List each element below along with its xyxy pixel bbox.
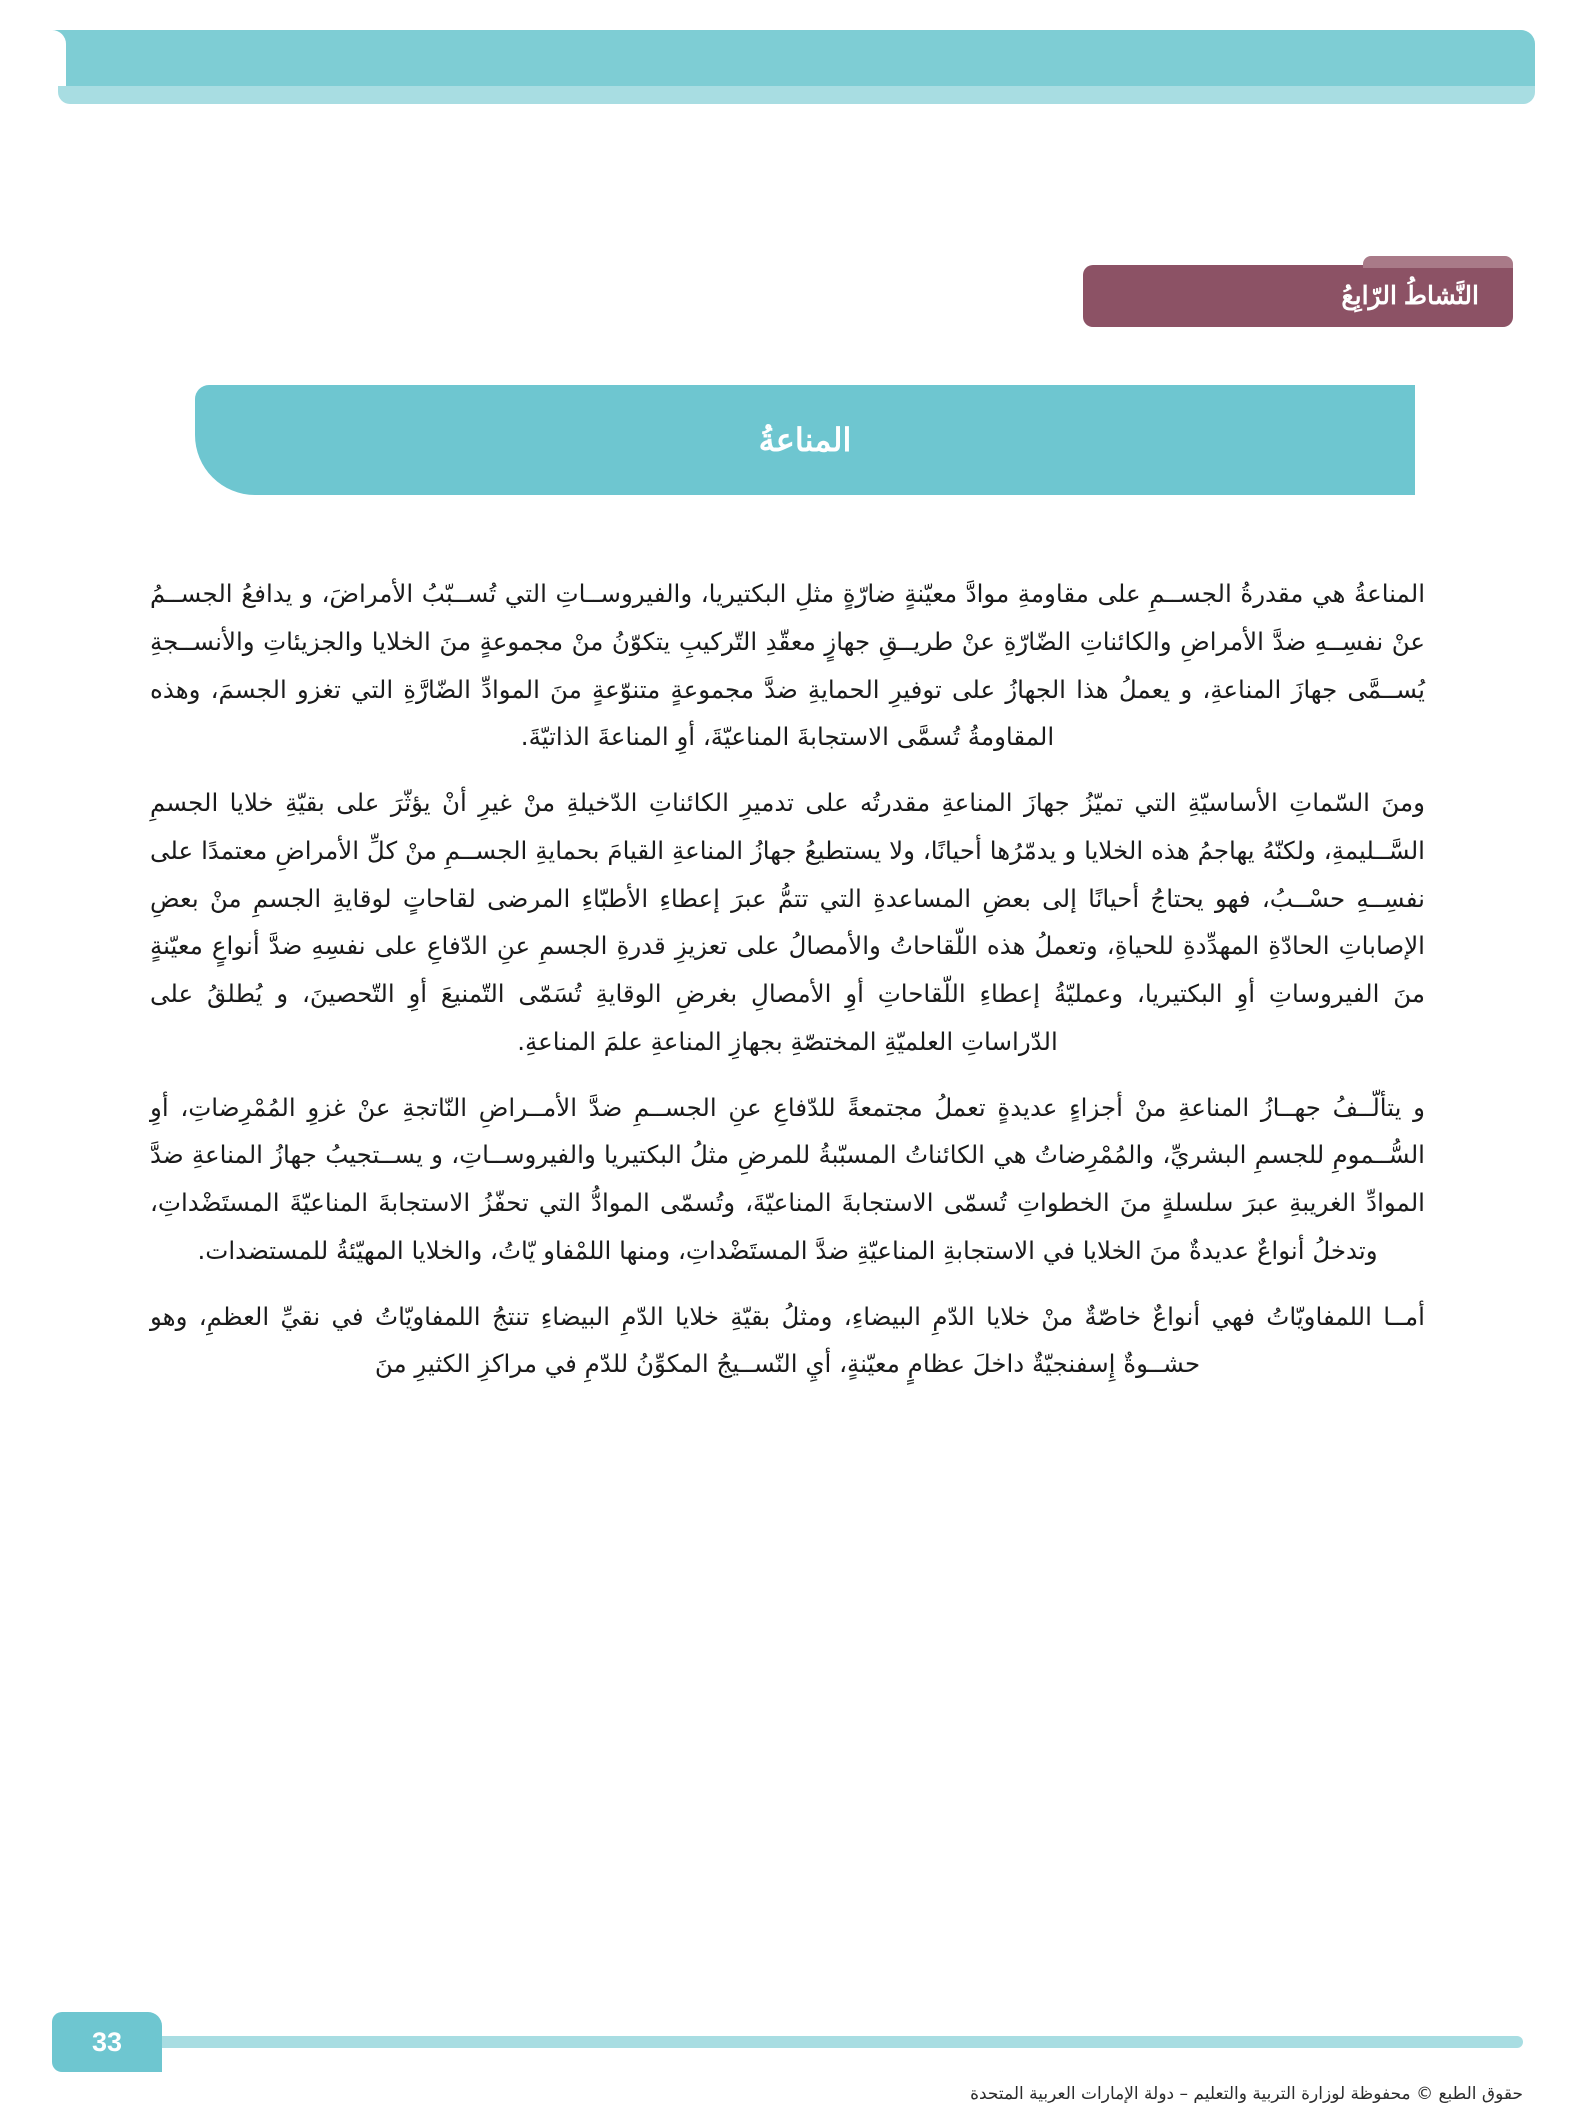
activity-tab — [1083, 265, 1513, 327]
paragraph: ومنَ السّماتِ الأساسيّةِ التي تميّزُ جهازَ المناعةِ مقدرتُه على تدميرِ الكائناتِ الدّخيلةِ منْ غيرِ أنْ يؤثّرَ على بقيّةِ خلايا الجسمِ السَّــليمةِ، ولكنّهُ يهاجمُ هذه الخلايا و يدمّرُها أحيانًا، ولا يستطيعُ جهازُ المناعةِ القيامَ بحمايةِ الجســمِ منْ كلِّ الأمراضِ معتمدًا على نفسِــهِ حسْــبُ، فهو يحتاجُ أحيانًا إلى بعضِ المساعدةِ التي تتمُّ عبرَ إعطاءِ الأطبّاءِ المرضى لقاحاتٍ لوقايةِ الجسمِ منْ بعضِ الإصاباتِ الحادّةِ المهدِّدةِ للحياةِ، وتعملُ هذه اللّقاحاتُ والأمصالُ على تعزيزِ قدرةِ الجسمِ عنِ الدّفاعِ على نفسِهِ ضدَّ أنواعٍ معيّنةٍ منَ الفيروساتِ أوِ البكتيريا، وعمليّةُ إعطاءِ اللّقاحاتِ أوِ الأمصالِ بغرضِ الوقايةِ تُسَمّى التّمنيعَ أوِ التّحصينَ، و يُطلقُ على الدّراساتِ العلميّةِ المختصّةِ بجهازِ المناعةِ علمَ المناعةِ. — [150, 788, 1425, 1056]
page-title: المناعةُ — [758, 422, 852, 458]
top-band-shadow — [58, 86, 1535, 104]
activity-tab-flap — [1363, 256, 1513, 268]
section-title-banner — [195, 385, 1415, 495]
copyright-notice: حقوق الطبع © محفوظة لوزارة التربية والتعليم – دولة الإمارات العربية المتحدة — [970, 2084, 1523, 2104]
activity-tab-label: النَّشاطُ الرّابِعُ — [1341, 282, 1479, 310]
body-content — [150, 570, 1425, 1388]
page-number-tab — [52, 2012, 162, 2072]
top-decorative-band — [40, 30, 1535, 102]
top-band-notch — [40, 30, 66, 86]
paragraph: المناعةُ هي مقدرةُ الجســمِ على مقاومةِ موادَّ معيّنةٍ ضارّةٍ مثلِ البكتيريا، والفيروســاتِ التي تُســبّبُ الأمراضَ، و يدافعُ الجســمُ عنْ نفسِــهِ ضدَّ الأمراضِ والكائناتِ الضّارّةِ عنْ طريــقِ جهازٍ معقّدِ التّركيبِ يتكوّنُ منْ مجموعةٍ منَ الخلايا والجزيئاتِ والأنســجةِ يُســمَّى جهازَ المناعةِ، و يعملُ هذا الجهازُ على توفيرِ الحمايةِ ضدَّ مجموعةٍ متنوّعةٍ منَ الموادِّ الضّارَّةِ التي تغزو الجسمَ، وهذه المقاومةُ تُسمَّى الاستجابةَ المناعيّةَ، أوِ المناعةَ الذاتيّةَ. — [150, 579, 1425, 752]
paragraph: و يتألّــفُ جهــازُ المناعةِ منْ أجزاءٍ عديدةٍ تعملُ مجتمعةً للدّفاعِ عنِ الجســمِ ضدَّ الأمــراضِ النّاتجةِ عنْ غزوِ المُمْرِضاتِ، أوِ السُّــمومِ للجسمِ البشريِّ، والمُمْرِضاتُ هي الكائناتُ المسبّبةُ للمرضِ مثلُ البكتيريا والفيروســاتِ، و يســتجيبُ جهازُ المناعةِ ضدَّ الموادِّ الغريبةِ عبرَ سلسلةٍ منَ الخطواتِ تُسمّى الاستجابةَ المناعيّةَ، وتُسمّى الموادُّ التي تحفّزُ الاستجابةَ المناعيّةَ المستَضْداتِ، وتدخلُ أنواعٌ عديدةٌ منَ الخلايا في الاستجابةِ المناعيّةِ ضدَّ المستَضْداتِ، ومنها اللمْفاو يّاتُ، والخلايا المهيّئةُ للمستضدات. — [150, 1092, 1425, 1265]
paragraph: أمــا اللمفاويّاتُ فهي أنواعٌ خاصّةٌ منْ خلايا الدّمِ البيضاءِ، ومثلُ بقيّةِ خلايا الدّمِ البيضاءِ تنتجُ اللمفاويّاتُ في نقيِّ العظمِ، وهو حشــوةٌ إِسفنجيّةٌ داخلَ عظامٍ معيّنةٍ، أيِ النّســيجُ المكوِّنُ للدّمِ في مراكزِ الكثيرِ منَ — [150, 1301, 1425, 1379]
top-band-main — [40, 30, 1535, 86]
footer-rule — [52, 2036, 1523, 2048]
page-number: 33 — [91, 2026, 123, 2057]
